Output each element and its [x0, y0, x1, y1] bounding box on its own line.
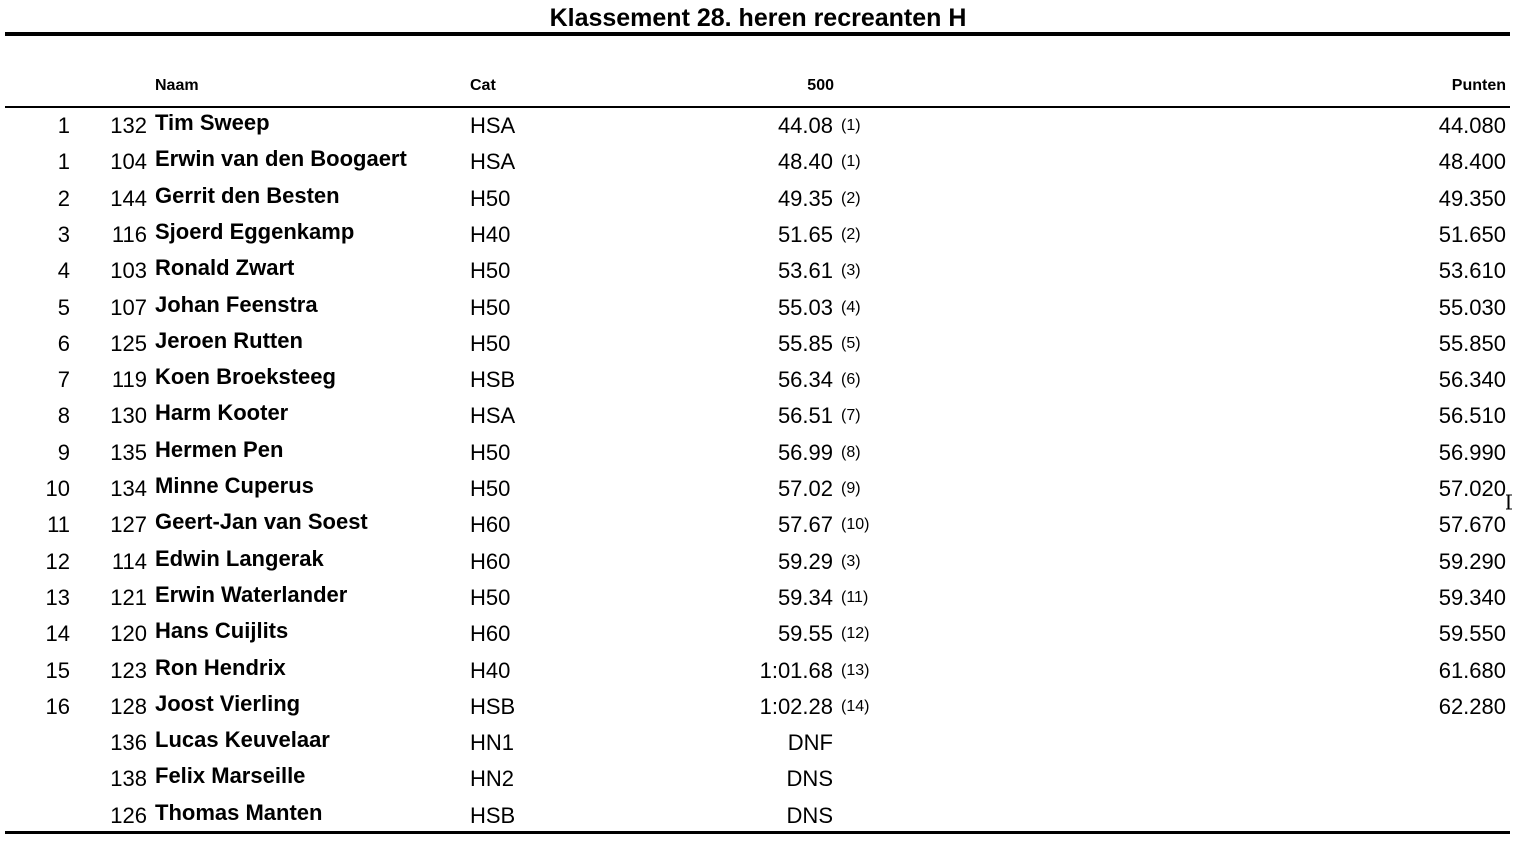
row-time: 1:02.28 — [759, 693, 833, 719]
row-time: 59.29 — [777, 548, 833, 574]
row-name: Koen Broeksteeg — [155, 364, 336, 390]
title-divider — [5, 32, 1510, 36]
row-points: 57.670 — [1438, 512, 1506, 538]
row-category: H50 — [470, 584, 511, 610]
row-start-number: 132 — [110, 113, 147, 138]
row-category: HSA — [470, 403, 516, 429]
table-row — [0, 798, 1516, 834]
row-start-number: 138 — [110, 766, 147, 792]
row-name: Sjoerd Eggenkamp — [155, 218, 355, 244]
row-points: 61.680 — [1438, 657, 1506, 683]
row-name: Jeroen Rutten — [155, 327, 303, 353]
row-name: Geert-Jan van Soest — [155, 509, 368, 535]
table-row — [0, 108, 1516, 144]
row-points: 57.020 — [1438, 476, 1506, 501]
row-category: HSB — [470, 367, 516, 393]
row-start-number: 125 — [110, 330, 147, 356]
row-start-number: 136 — [110, 730, 147, 756]
row-category: H50 — [470, 258, 511, 284]
table-row — [0, 181, 1516, 217]
row-name: Thomas Manten — [155, 799, 323, 825]
row-points: 53.610 — [1438, 258, 1506, 284]
row-rank: 16 — [45, 693, 70, 719]
row-category: HSB — [470, 802, 516, 828]
row-rank: 1 — [57, 149, 70, 175]
row-start-number: 127 — [110, 512, 147, 538]
table-row — [0, 362, 1516, 398]
page-title: Klassement 28. heren recreanten H — [549, 4, 967, 32]
table-row — [0, 653, 1516, 689]
row-distance-position: (1) — [841, 117, 861, 134]
row-name: Hermen Pen — [155, 436, 284, 462]
row-name: Ron Hendrix — [155, 654, 286, 680]
row-category: HSB — [470, 693, 516, 719]
row-start-number: 123 — [110, 657, 147, 683]
row-points: 62.280 — [1438, 693, 1506, 719]
header-naam: Naam — [155, 77, 199, 94]
row-distance-position: (6) — [841, 371, 861, 389]
row-distance-position: (13) — [841, 661, 870, 679]
row-time: 57.02 — [777, 476, 833, 501]
table-row — [0, 761, 1516, 797]
row-points: 55.030 — [1438, 294, 1506, 320]
row-distance-position: (14) — [841, 697, 870, 715]
row-time: DNS — [786, 766, 833, 792]
header-cat: Cat — [470, 77, 496, 94]
row-start-number: 128 — [110, 693, 147, 719]
table-row — [0, 326, 1516, 362]
row-time: 59.34 — [777, 584, 833, 610]
row-time: DNF — [787, 730, 833, 756]
row-start-number: 134 — [110, 476, 147, 501]
row-category: H50 — [470, 294, 511, 320]
row-rank: 11 — [47, 512, 70, 538]
row-points: 59.290 — [1438, 548, 1506, 574]
row-distance-position: (11) — [841, 588, 869, 606]
row-time: 56.51 — [777, 403, 833, 429]
row-points: 48.400 — [1438, 149, 1506, 175]
row-start-number: 116 — [111, 221, 147, 247]
row-start-number: 104 — [110, 149, 147, 175]
row-name: Johan Feenstra — [155, 291, 318, 317]
row-name: Hans Cuijlits — [155, 618, 289, 644]
row-name: Tim Sweep — [155, 110, 270, 135]
row-category: HN1 — [470, 730, 515, 756]
row-time: 53.61 — [777, 258, 833, 284]
table-row — [0, 435, 1516, 471]
row-time: 55.03 — [777, 294, 833, 320]
table-row — [0, 471, 1516, 507]
row-category: HSA — [470, 149, 516, 175]
table-row — [0, 544, 1516, 580]
row-category: H50 — [470, 476, 511, 501]
row-category: H50 — [470, 439, 511, 465]
row-time: 55.85 — [777, 330, 833, 356]
row-points: 56.990 — [1438, 439, 1506, 465]
row-category: H40 — [470, 657, 511, 683]
row-rank: 3 — [57, 221, 70, 247]
row-name: Minne Cuperus — [155, 473, 314, 498]
row-distance-position: (3) — [841, 262, 861, 280]
row-start-number: 121 — [110, 584, 147, 610]
row-category: HSA — [470, 113, 516, 138]
text-cursor-icon — [1504, 494, 1514, 510]
row-start-number: 107 — [110, 294, 147, 320]
row-start-number: 103 — [110, 258, 147, 284]
row-rank: 6 — [57, 330, 70, 356]
row-rank: 9 — [57, 439, 70, 465]
row-name: Erwin Waterlander — [155, 581, 348, 607]
row-distance-position: (2) — [841, 225, 861, 243]
row-name: Lucas Keuvelaar — [155, 727, 330, 753]
row-points: 59.550 — [1438, 621, 1506, 647]
row-distance-position: (1) — [841, 153, 861, 171]
row-name: Joost Vierling — [155, 690, 301, 716]
table-row — [0, 290, 1516, 326]
table-row — [0, 253, 1516, 289]
table-row — [0, 725, 1516, 761]
row-distance-position: (8) — [841, 443, 861, 461]
header-punten: Punten — [1451, 77, 1506, 94]
row-rank: 15 — [45, 657, 70, 683]
table-row — [0, 507, 1516, 543]
row-time: 56.99 — [777, 439, 833, 465]
row-points: 56.340 — [1438, 367, 1506, 393]
row-rank: 13 — [45, 584, 70, 610]
row-distance-position: (12) — [841, 625, 870, 643]
row-distance-position: (7) — [841, 407, 861, 425]
row-start-number: 144 — [110, 185, 147, 211]
row-rank: 7 — [57, 367, 70, 393]
row-name: Ronald Zwart — [155, 255, 295, 281]
row-rank: 10 — [45, 476, 70, 501]
row-points: 56.510 — [1438, 403, 1506, 429]
row-rank: 8 — [57, 403, 70, 429]
row-rank: 2 — [57, 185, 70, 211]
row-points: 51.650 — [1438, 221, 1506, 247]
row-distance-position: (5) — [841, 334, 861, 352]
table-header — [0, 74, 1516, 98]
row-name: Felix Marseille — [155, 763, 306, 789]
row-category: H60 — [470, 621, 511, 647]
row-category: H60 — [470, 512, 511, 538]
row-name: Edwin Langerak — [155, 545, 324, 571]
row-points: 44.080 — [1438, 113, 1506, 138]
row-name: Gerrit den Besten — [155, 182, 340, 208]
row-distance-position: (9) — [841, 480, 861, 497]
table-row — [0, 217, 1516, 253]
row-time: 59.55 — [777, 621, 833, 647]
row-time: 56.34 — [777, 367, 833, 393]
header-distance: 500 — [807, 77, 834, 94]
row-start-number: 130 — [110, 403, 147, 429]
table-row — [0, 580, 1516, 616]
row-category: HN2 — [470, 766, 515, 792]
row-rank: 1 — [57, 113, 70, 138]
row-category: H60 — [470, 548, 511, 574]
row-time: 44.08 — [777, 113, 833, 138]
row-category: H50 — [470, 330, 511, 356]
row-distance-position: (3) — [841, 552, 861, 570]
row-time: 1:01.68 — [759, 657, 833, 683]
row-distance-position: (4) — [841, 298, 861, 316]
row-points: 49.350 — [1438, 185, 1506, 211]
row-time: 49.35 — [777, 185, 833, 211]
table-row — [0, 144, 1516, 180]
row-start-number: 126 — [110, 802, 147, 828]
row-time: 57.67 — [777, 512, 833, 538]
row-points: 59.340 — [1438, 584, 1506, 610]
row-rank: 14 — [45, 621, 70, 647]
row-time: 48.40 — [777, 149, 833, 175]
row-time: DNS — [786, 802, 833, 828]
row-distance-position: (2) — [841, 189, 861, 207]
row-start-number: 120 — [110, 621, 147, 647]
row-category: H40 — [470, 221, 511, 247]
row-rank: 5 — [57, 294, 70, 320]
row-rank: 12 — [45, 548, 70, 574]
row-name: Harm Kooter — [155, 400, 289, 426]
row-start-number: 119 — [111, 367, 147, 393]
table-bottom-divider — [5, 831, 1510, 834]
row-time: 51.65 — [777, 221, 833, 247]
table-row — [0, 689, 1516, 725]
row-start-number: 114 — [111, 548, 147, 574]
row-category: H50 — [470, 185, 511, 211]
table-row — [0, 398, 1516, 434]
row-points: 55.850 — [1438, 330, 1506, 356]
table-row — [0, 616, 1516, 652]
row-name: Erwin van den Boogaert — [155, 146, 407, 172]
row-distance-position: (10) — [841, 516, 870, 534]
row-rank: 4 — [57, 258, 70, 284]
row-start-number: 135 — [110, 439, 147, 465]
